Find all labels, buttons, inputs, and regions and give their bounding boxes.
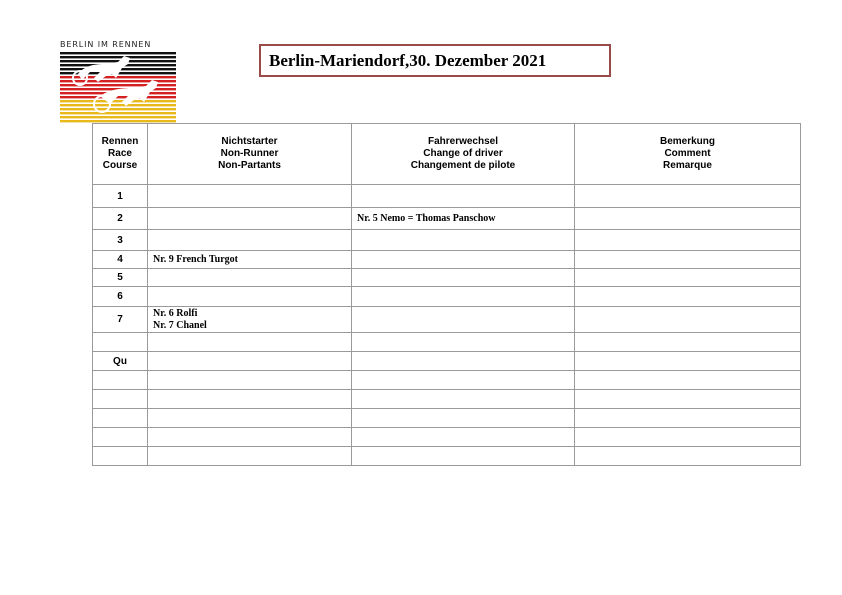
nonrunner-cell (148, 352, 352, 371)
race-number: 3 (93, 230, 148, 251)
nonrunner-cell (148, 230, 352, 251)
driver-change-cell (352, 371, 575, 390)
header-remark: Bemerkung Comment Remarque (575, 124, 801, 185)
header-row (93, 124, 801, 185)
header-driver-change: Fahrerwechsel Change of driver Changement de pilote (352, 124, 575, 185)
driver-change-cell (352, 390, 575, 409)
race-number (93, 428, 148, 447)
table-row (93, 287, 801, 307)
nonrunner-cell (148, 185, 352, 208)
race-number: 1 (93, 185, 148, 208)
table-row (93, 371, 801, 390)
nonrunner-cell (148, 447, 352, 466)
table-row (93, 208, 801, 230)
table-row (93, 447, 801, 466)
driver-change-cell (352, 307, 575, 333)
nonrunner-cell (148, 307, 352, 333)
logo-text: BERLIN IM RENNEN (60, 40, 152, 49)
remark-cell (575, 409, 801, 428)
header-race: Rennen Race Course (93, 124, 148, 185)
nonrunner-entry: Nr. 9 French Turgot (153, 253, 239, 265)
race-number: 4 (93, 251, 148, 269)
driver-change-cell (352, 447, 575, 466)
table-row (93, 428, 801, 447)
race-number: 2 (93, 208, 148, 230)
race-number: 7 (93, 307, 148, 333)
driver-change-cell (352, 208, 575, 230)
race-number (93, 447, 148, 466)
table-row (93, 185, 801, 208)
driver-change-cell (352, 251, 575, 269)
race-number (93, 333, 148, 352)
nonrunner-cell (148, 371, 352, 390)
nonrunner-table (92, 123, 801, 466)
nonrunner-cell (148, 287, 352, 307)
race-number: 5 (93, 269, 148, 287)
race-number (93, 390, 148, 409)
remark-cell (575, 185, 801, 208)
driver-change-cell (352, 352, 575, 371)
remark-cell (575, 371, 801, 390)
remark-cell (575, 287, 801, 307)
remark-cell (575, 352, 801, 371)
nonrunner-cell (148, 269, 352, 287)
table-row (93, 333, 801, 352)
logo (60, 40, 176, 124)
header-nonrunner: Nichtstarter Non-Runner Non-Partants (148, 124, 352, 185)
race-number: 6 (93, 287, 148, 307)
table-row (93, 307, 801, 333)
nonrunner-cell (148, 390, 352, 409)
nonrunner-entry: Nr. 7 Chanel (153, 319, 207, 331)
driver-change-cell (352, 185, 575, 208)
driver-change-cell (352, 269, 575, 287)
remark-cell (575, 390, 801, 409)
nonrunner-cell (148, 333, 352, 352)
race-number: Qu (93, 352, 148, 371)
table-row (93, 251, 801, 269)
nonrunner-cell (148, 251, 352, 269)
table-row (93, 409, 801, 428)
remark-cell (575, 208, 801, 230)
remark-cell (575, 447, 801, 466)
driver-change-cell (352, 333, 575, 352)
driver-change-cell (352, 409, 575, 428)
remark-cell (575, 428, 801, 447)
driver-change-cell (352, 230, 575, 251)
nonrunner-cell (148, 409, 352, 428)
race-number (93, 409, 148, 428)
driver-change-entry: Nr. 5 Nemo = Thomas Panschow (357, 212, 496, 224)
table-row (93, 269, 801, 287)
remark-cell (575, 307, 801, 333)
nonrunner-cell (148, 208, 352, 230)
page-title: Berlin-Mariendorf,30. Dezember 2021 (259, 44, 611, 77)
driver-change-cell (352, 287, 575, 307)
table-row (93, 390, 801, 409)
nonrunner-entry: Nr. 6 Rolfi (153, 307, 198, 319)
driver-change-cell (352, 428, 575, 447)
table-row (93, 230, 801, 251)
remark-cell (575, 251, 801, 269)
remark-cell (575, 230, 801, 251)
nonrunner-cell (148, 428, 352, 447)
table-row (93, 352, 801, 371)
trotting-horse-logo-icon (60, 52, 176, 124)
race-number (93, 371, 148, 390)
remark-cell (575, 269, 801, 287)
remark-cell (575, 333, 801, 352)
